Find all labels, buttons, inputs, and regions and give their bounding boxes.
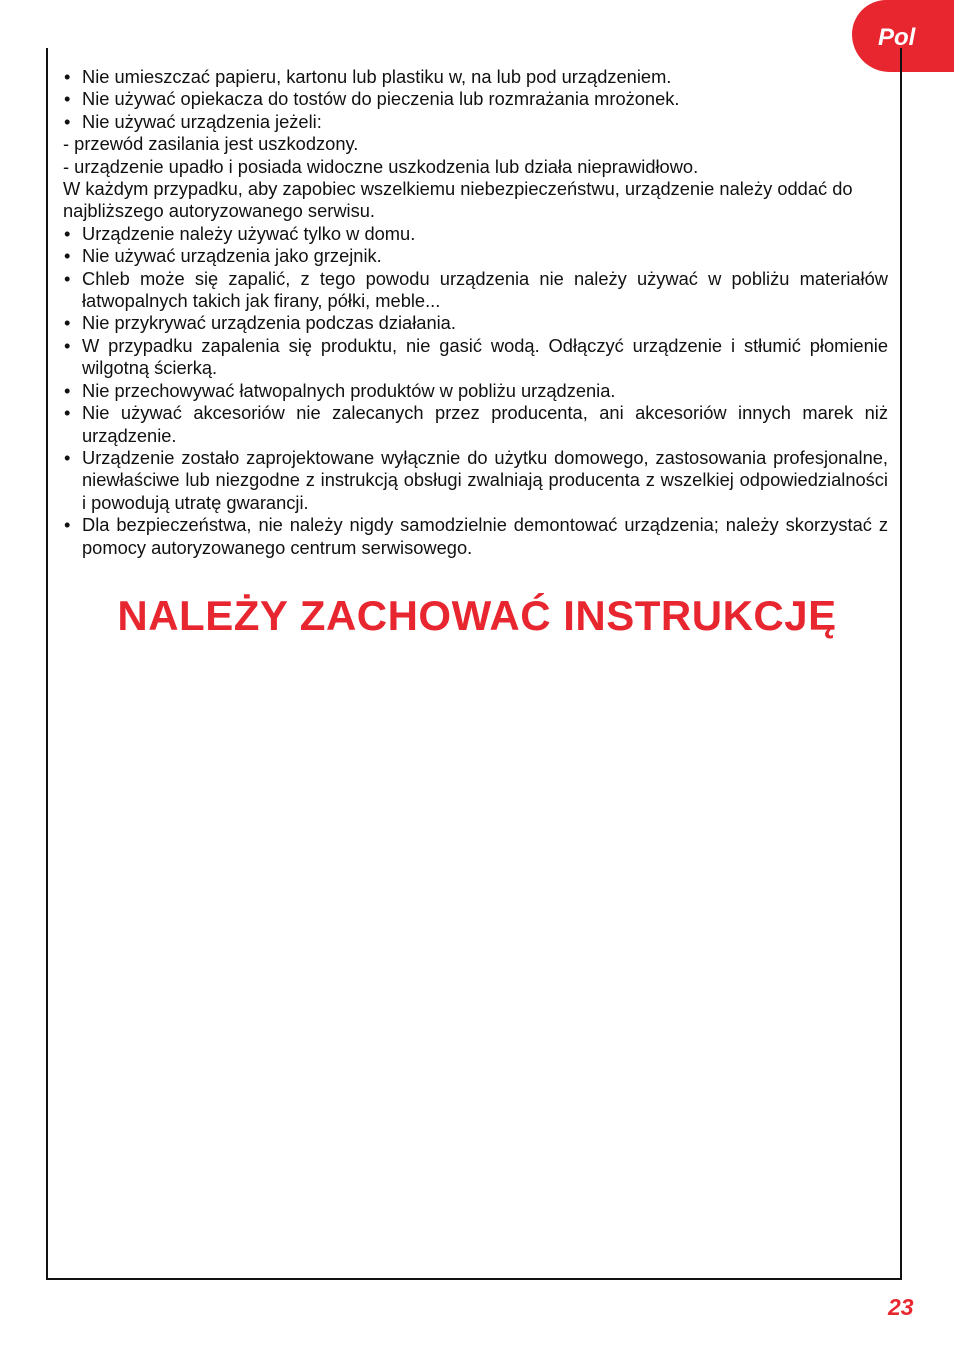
language-label: Pol (878, 24, 916, 51)
list-item: • Nie używać opiekacza do tostów do pieczenia lub rozmrażania mrożonek. (63, 88, 888, 110)
list-item: • Nie używać akcesoriów nie zalecanych przez producenta, ani akcesoriów innych marek niż urządzenie. (63, 402, 888, 447)
list-subitem: - przewód zasilania jest uszkodzony. (63, 133, 359, 155)
list-subitem: - urządzenie upadło i posiada widoczne uszkodzenia lub działa nieprawidłowo. (63, 155, 699, 177)
page-number: 23 (888, 1294, 914, 1320)
list-note: W każdym przypadku, aby zapobiec wszelkiemu niebezpieczeństwu, urządzenie należy oddać do najbliższego autoryzowanego serwisu. (63, 178, 853, 222)
instructions-list (63, 66, 888, 559)
list-item: • Nie przechowywać łatwopalnych produktów w pobliżu urządzenia. (63, 380, 888, 402)
list-item: • Nie przykrywać urządzenia podczas działania. (63, 312, 888, 334)
list-item: • Dla bezpieczeństwa, nie należy nigdy samodzielnie demontować urządzenia; należy skorzystać z pomocy autoryzowanego centrum serwisowego. (63, 514, 888, 559)
list-item: • Urządzenie zostało zaprojektowane wyłącznie do użytku domowego, zastosowania profesjonalne, niewłaściwe lub niezgodne z instrukcją obsługi zwalniają producenta z wszelkiej odpowiedzialności i powodują utratę gwarancji. (63, 447, 888, 514)
page-heading: NALEŻY ZACHOWAĆ INSTRUKCJĘ (117, 592, 837, 639)
list-item: • Nie używać urządzenia jeżeli: (63, 111, 888, 133)
list-item: • Nie umieszczać papieru, kartonu lub plastiku w, na lub pod urządzeniem. (63, 66, 888, 88)
list-item: • Nie używać urządzenia jako grzejnik. (63, 245, 888, 267)
list-item: • Urządzenie należy używać tylko w domu. (63, 223, 888, 245)
list-item: • W przypadku zapalenia się produktu, nie gasić wodą. Odłączyć urządzenie i stłumić płomienie wilgotną ścierką. (63, 335, 888, 380)
list-item: • Chleb może się zapalić, z tego powodu urządzenia nie należy używać w pobliżu materiałów łatwopalnych takich jak firany, półki, meble... (63, 268, 888, 313)
